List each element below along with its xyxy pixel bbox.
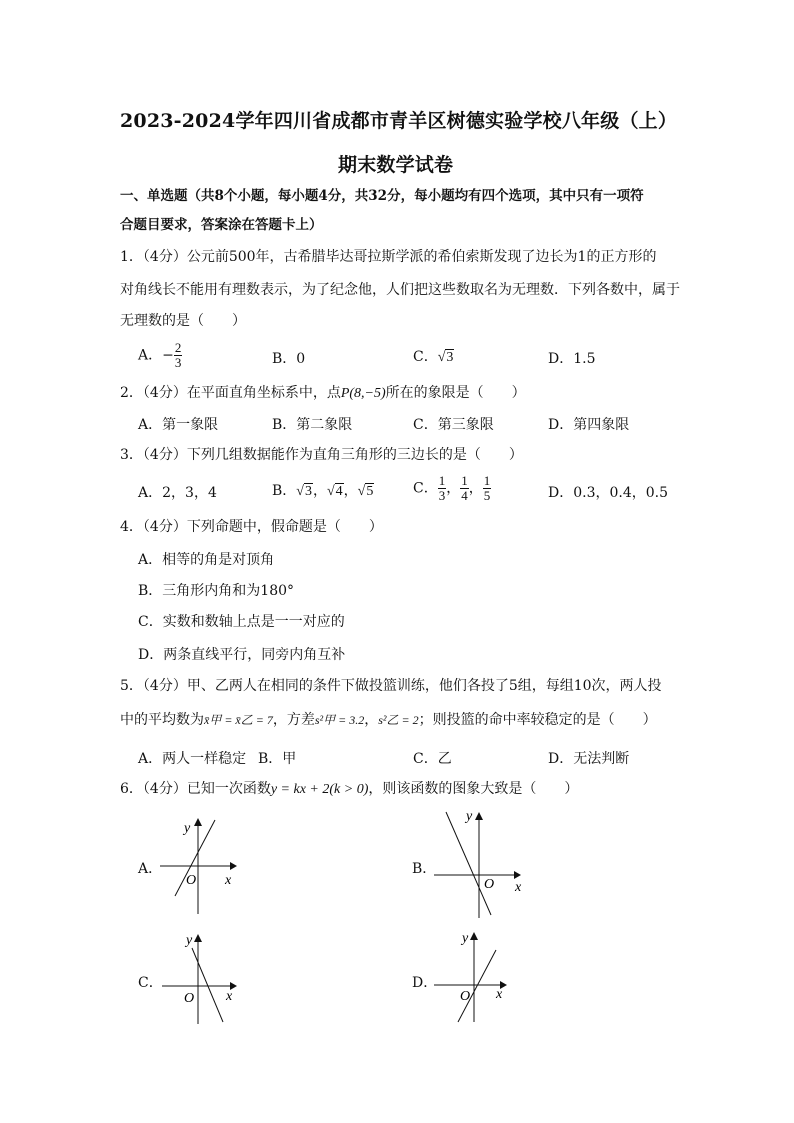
option-b[interactable]: B． [412, 861, 437, 877]
y-axis-arrow-icon [470, 932, 478, 940]
question-text: 在平面直角坐标系中，点 [186, 385, 341, 401]
origin-label: O [484, 877, 495, 892]
section-heading-line1: 一、单选题（共8个小题，每小题4分，共32分，每小题均有四个选项，其中只有一项符 [120, 188, 644, 204]
question-text: 所在的象限是（ ） [385, 385, 526, 401]
option-text: 1.5 [573, 351, 596, 367]
question-text: 公元前500年，古希腊毕达哥拉斯学派的希伯索斯发现了边长为1的正方形的 [186, 249, 657, 265]
graph-option-a [160, 818, 250, 918]
option-label: D． [548, 351, 574, 367]
y-axis-arrow-icon [194, 818, 202, 826]
sqrt-symbol: √4 [326, 484, 343, 499]
option-label: A． [138, 347, 163, 364]
question-text: 下列命题中，假命题是（ ） [186, 519, 383, 535]
y-axis-arrow-icon [194, 934, 202, 942]
exam-title-line1: 2023-2024学年四川省成都市青羊区树德实验学校八年级（上） [120, 110, 678, 132]
function-line [458, 950, 496, 1022]
question-text: ，方差 [272, 712, 315, 728]
option-a[interactable]: A．两人一样稳定 [138, 751, 247, 767]
option-label: B． [272, 351, 297, 367]
fraction: $\frac{1}{3}$ [438, 473, 446, 503]
question-number: 5．（4分） [120, 678, 187, 694]
fraction-numerator: 2 [174, 340, 182, 355]
option-c[interactable]: C．第三象限 [413, 417, 494, 433]
y-axis-arrow-icon [475, 812, 483, 820]
option-d[interactable]: D．无法判断 [548, 751, 630, 767]
option-b[interactable]: B．甲 [258, 751, 297, 767]
question-number: 6．（4分） [120, 781, 187, 797]
sqrt-symbol: √3 [296, 484, 312, 499]
question-text: 对角线长不能用有理数表示，为了纪念他，人们把这些数取名为无理数．下列各数中，属于 [120, 282, 680, 298]
question-text: 甲、乙两人在相同的条件下做投篮训练，他们各投了5组，每组10次，两人投 [186, 678, 662, 694]
function-expression: y = kx + 2(k > 0) [270, 782, 369, 797]
y-label: y [466, 809, 473, 824]
fraction [174, 341, 183, 370]
radicand: 3 [446, 350, 454, 365]
question-number: 4．（4分） [120, 519, 187, 535]
y-label: y [184, 821, 191, 836]
option-a[interactable]: A．相等的角是对顶角 [138, 552, 275, 568]
variance-expression-2: s²乙 = 2 [378, 713, 419, 727]
option-c[interactable]: C．实数和数轴上点是一一对应的 [138, 614, 345, 630]
option-c[interactable]: C．乙 [413, 751, 452, 767]
exam-title-line2: 期末数学试卷 [338, 154, 454, 176]
question-number: 1．（4分） [120, 249, 187, 265]
graph-option-d [432, 928, 522, 1024]
option-b[interactable]: B．√3，√4，√5 [272, 483, 374, 499]
option-a[interactable] [138, 341, 182, 370]
option-d[interactable]: D．第四象限 [548, 417, 630, 433]
question-number: 2．（4分） [120, 385, 187, 401]
exam-page: 2023-2024学年四川省成都市青羊区树德实验学校八年级（上） 期末数学试卷 一、单选题（共8个小题，每小题4分，共32分，每小题均有四个选项，其中只有一项符 合题目要求，答案涂在答题卡上） 1．（4分）公元前500年，古希腊毕达哥拉斯学派的希伯索斯发现了边长为1的正方形的 对角线长不能用有理数表示，为了纪念他，人们把这些数取名为无理数．下列各数中，属于 无理数的是（ ） A．− $\frac{2}{3}$ B．0 C．√3 D．1.5 2．（4分）在平面直角坐标系中，点P(8,−5)所在的象限是（ ） A．第一象限 B．第二象限 C．第三象限 D．第四象限 3．（4分）下列几组数据能作为直角三角形的三边长的是（ ） A．2，3，4 B．√3，√4，√5 C． $\frac{1}{3}$ ， $\frac{1}{4}$ ， $\frac{1}{5}$ D．0.3，0.4，0.5 4．（4分）下列命题中，假命题是（ ） A．相等的角是对顶角 B．三角形内角和为180° C．实数和数轴上点是一一对应的 D．两条直线平行，同旁内角互补 5．（4分）甲、乙两人在相同的条件下做投篮训练，他们各投了5组，每组10次，两人投 中的平均数为x̄甲 = x̄乙 = 7，方差s²甲 = 3.2，s²乙 = 2；则投篮的命中率较稳定的是（ ） A．两人一样稳定 B．甲 C．乙 D．无法判断 6．（4分）已知一次函数y = kx + 2(k > 0)，则该函数的图象大致是（ ） A． y O x B． y O x C． y O x D． y O x [0, 0, 794, 1123]
function-line [446, 812, 491, 915]
negative-sign: − [162, 347, 174, 364]
option-label: C． [413, 349, 438, 365]
option-d[interactable] [548, 348, 596, 368]
option-b[interactable]: B．三角形内角和为180° [138, 583, 295, 599]
origin-label: O [460, 989, 471, 1004]
option-a[interactable]: A．2，3，4 [138, 485, 217, 501]
origin-label: O [184, 991, 195, 1006]
sqrt-symbol: √5 [357, 484, 374, 499]
fraction-denominator: 3 [174, 355, 182, 370]
option-a[interactable]: A．第一象限 [138, 417, 219, 433]
function-line [192, 948, 223, 1022]
section-heading-line2: 合题目要求，答案涂在答题卡上） [120, 217, 323, 233]
question-text: ；则投篮的命中率较稳定的是（ ） [418, 712, 657, 728]
variance-expression-1: s²甲 = 3.2 [314, 713, 365, 727]
graph-option-c [160, 930, 250, 1026]
option-text: 0 [296, 351, 306, 367]
question-text: 下列几组数据能作为直角三角形的三边长的是（ ） [186, 447, 523, 463]
option-c[interactable]: C． [138, 975, 163, 991]
option-c[interactable] [413, 346, 454, 366]
question-number: 3．（4分） [120, 447, 187, 463]
x-axis-arrow-icon [230, 862, 237, 870]
sqrt-symbol: √3 [437, 350, 454, 365]
question-text: 无理数的是（ ） [120, 313, 246, 329]
graph-option-b [432, 808, 532, 920]
x-label: x [515, 880, 522, 895]
option-d[interactable]: D．0.3，0.4，0.5 [548, 485, 669, 501]
x-axis-arrow-icon [514, 871, 521, 879]
option-b[interactable]: B．第二象限 [272, 417, 353, 433]
option-d[interactable]: D．两条直线平行，同旁内角互补 [138, 647, 346, 663]
origin-label: O [186, 873, 197, 888]
option-a[interactable]: A． [138, 861, 163, 877]
question-text: ，则该函数的图象大致是（ ） [368, 781, 579, 797]
fraction: $\frac{1}{5}$ [483, 473, 491, 503]
y-label: y [462, 931, 469, 946]
x-label: x [496, 987, 503, 1002]
x-label: x [226, 989, 233, 1004]
question-text: 中的平均数为 [120, 712, 204, 728]
point-expression: P(8,−5) [340, 386, 386, 401]
mean-expression: x̄甲 = x̄乙 = 7 [204, 713, 273, 727]
x-label: x [225, 873, 232, 888]
question-text: 已知一次函数 [186, 781, 271, 797]
y-label: y [186, 933, 193, 948]
option-c[interactable]: C． $\frac{1}{3}$ ， $\frac{1}{4}$ ， $\frac{1}{5}$ [413, 473, 491, 503]
option-b[interactable] [272, 348, 305, 368]
option-d[interactable]: D． [412, 975, 438, 991]
fraction: $\frac{1}{4}$ [461, 473, 468, 503]
